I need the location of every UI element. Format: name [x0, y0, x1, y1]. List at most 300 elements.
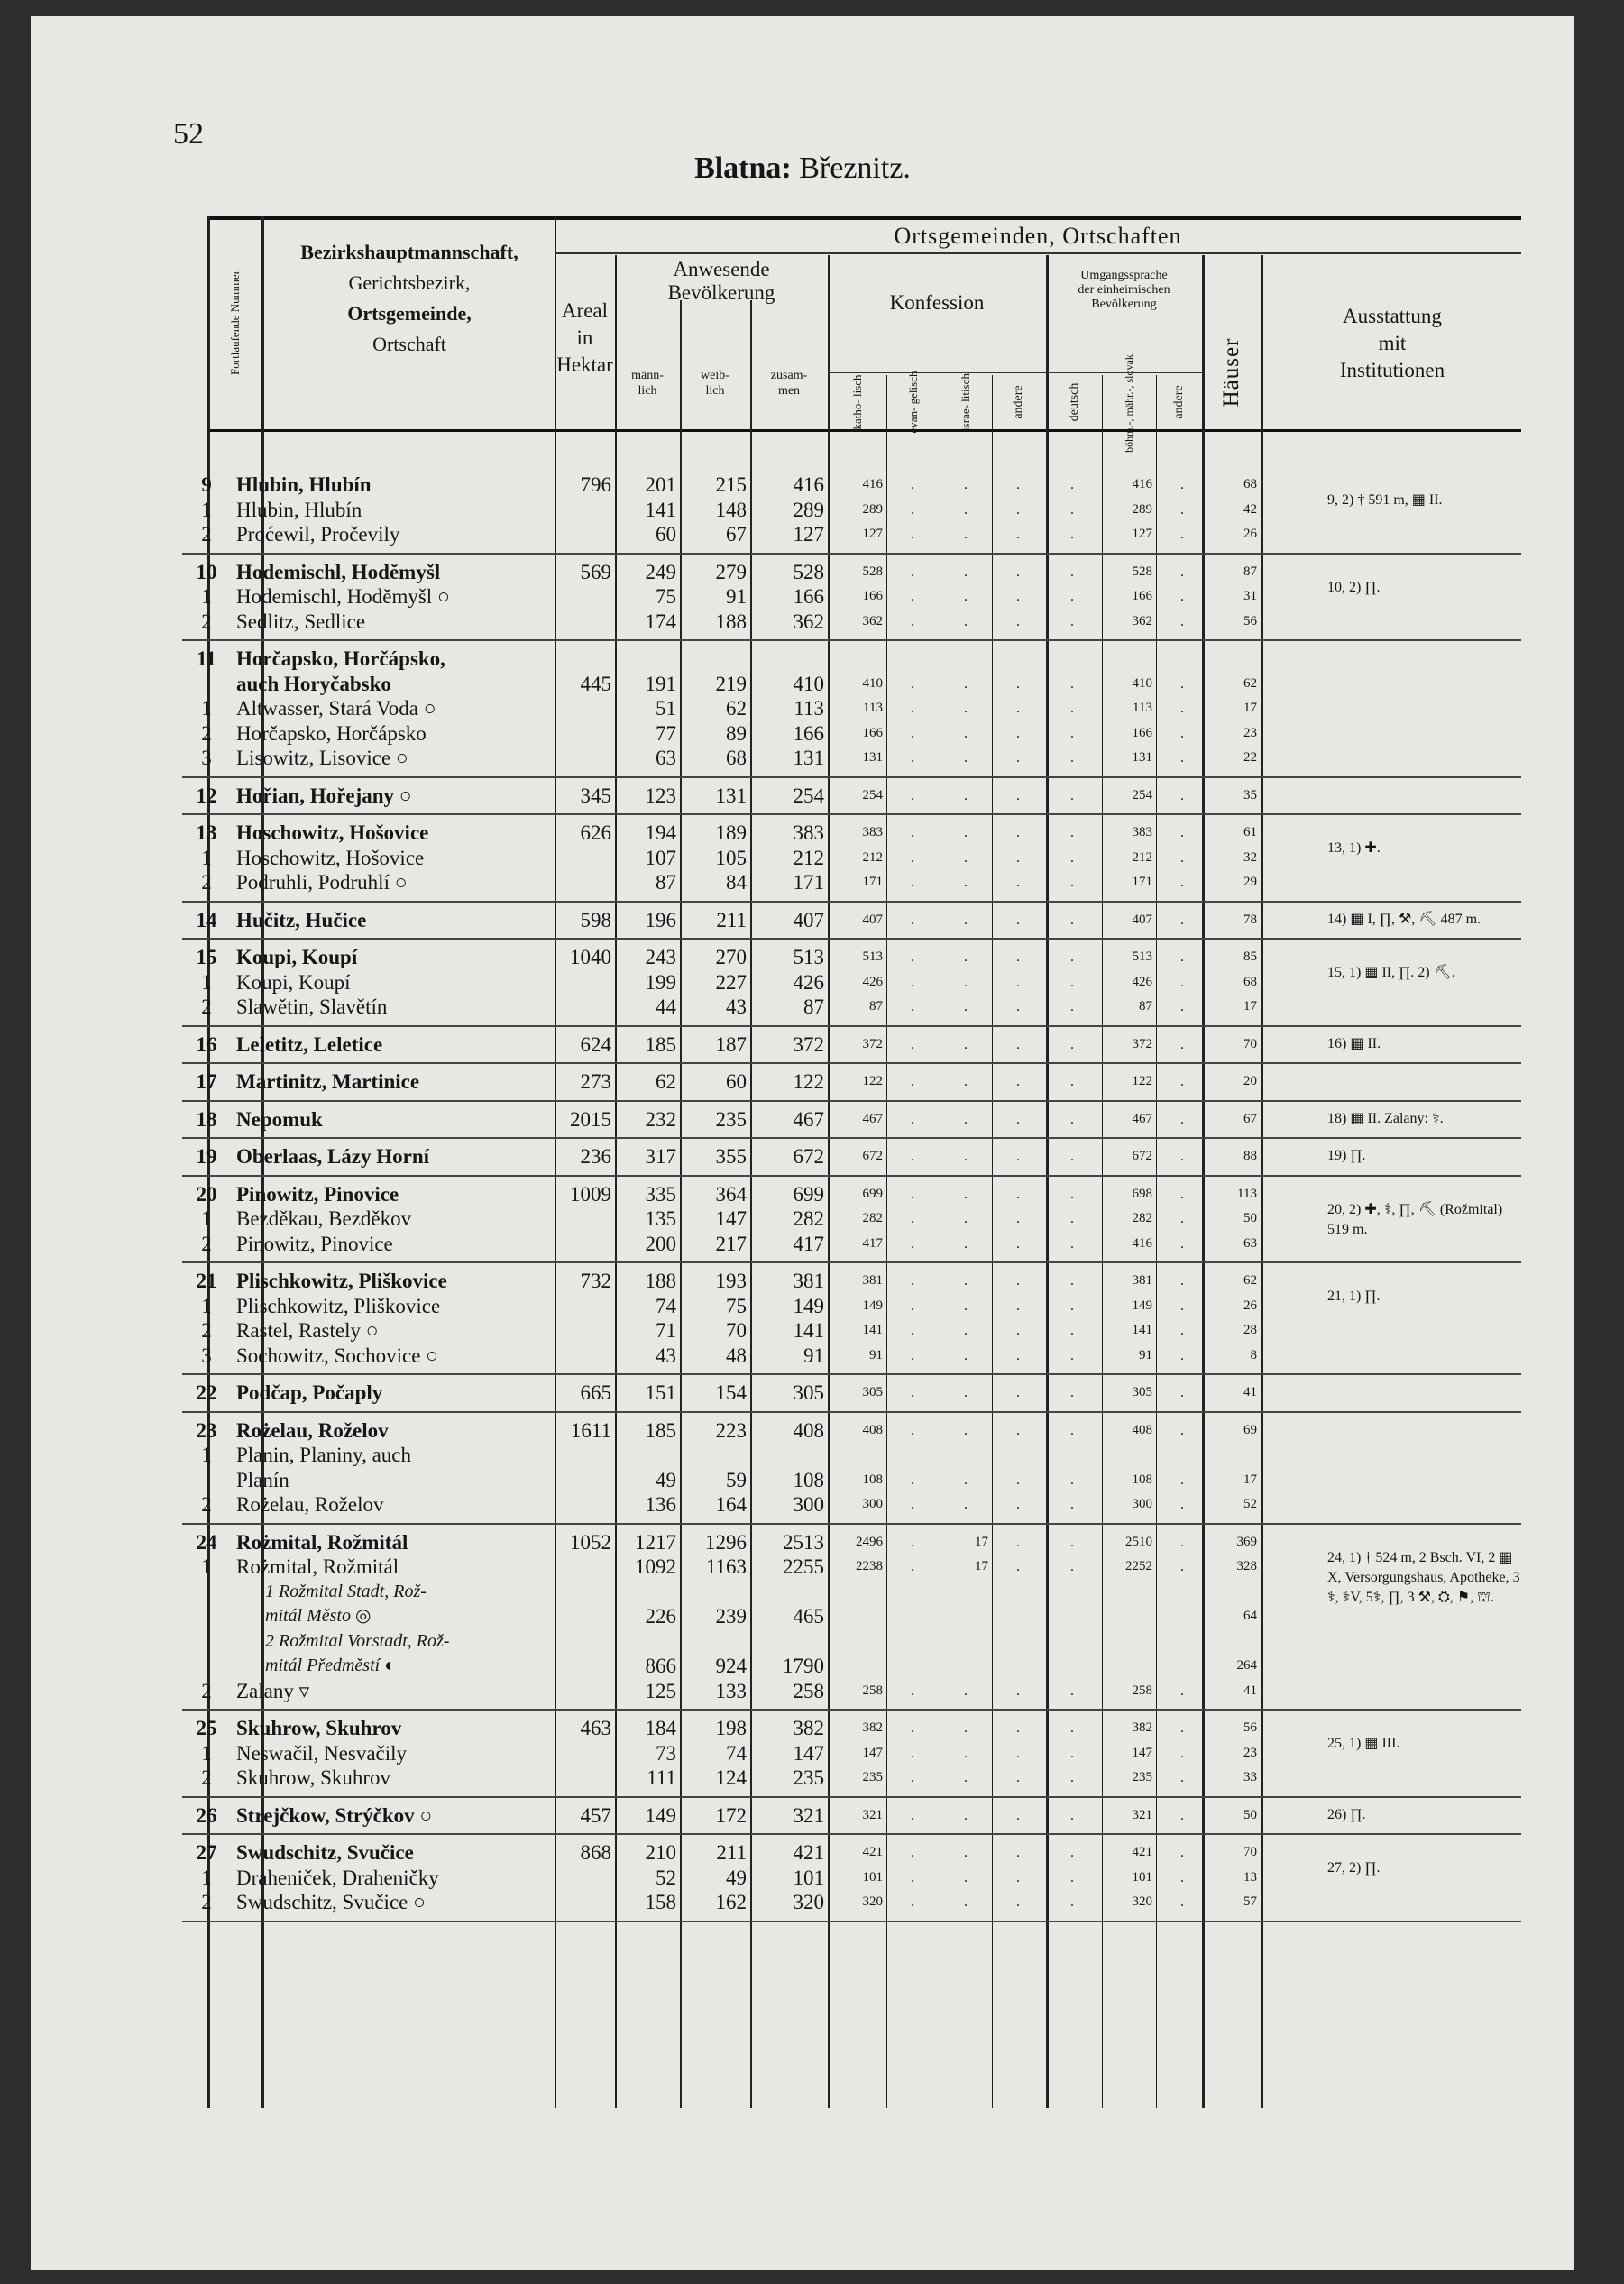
table-row: [182, 870, 1521, 895]
table-row: [182, 846, 1521, 871]
empty-cell-dot: .: [911, 1422, 914, 1438]
cell-m: 107: [645, 846, 676, 869]
table-row: [182, 1206, 1521, 1232]
institutions-note: 21, 1) ∏.: [1327, 1289, 1381, 1304]
empty-cell-dot: .: [1070, 974, 1074, 990]
cell-kath: 141: [862, 1323, 883, 1337]
row-number: 1: [201, 1741, 212, 1765]
cell-w: 270: [715, 946, 747, 968]
cell-areal: 732: [580, 1270, 611, 1292]
empty-cell-dot: .: [964, 1036, 968, 1052]
row-number: 1: [201, 970, 212, 994]
cell-m: 123: [645, 784, 676, 807]
cell-boehm: 171: [1132, 875, 1152, 889]
cell-w: 70: [726, 1319, 747, 1342]
cell-m: 191: [645, 672, 676, 695]
empty-cell-dot: .: [1016, 912, 1020, 928]
cell-h: 328: [1236, 1559, 1257, 1573]
cell-kath: 113: [863, 701, 883, 715]
cell-h: 68: [1243, 974, 1257, 989]
cell-boehm: 101: [1132, 1869, 1152, 1885]
row-number: 1: [201, 1866, 212, 1889]
institutions-note: 10, 2) ∏.: [1327, 579, 1381, 595]
header-anwesende-2: Bevölkerung: [667, 281, 775, 304]
cell-kath: 383: [862, 825, 883, 839]
row-number: 1: [201, 1444, 212, 1466]
cell-z: 91: [803, 1344, 824, 1367]
empty-cell-dot: .: [911, 1273, 914, 1289]
empty-cell-dot: .: [1070, 1235, 1074, 1252]
cell-kath: 166: [862, 589, 883, 603]
row-number: 2: [201, 1891, 212, 1913]
empty-cell-dot: .: [964, 750, 968, 766]
cell-kath: 131: [862, 750, 883, 765]
empty-cell-dot: .: [1070, 1323, 1074, 1338]
cell-h: 67: [1243, 1111, 1257, 1126]
row-number: 2: [201, 1493, 212, 1516]
empty-cell-dot: .: [1070, 1497, 1074, 1512]
table-row-group: [182, 1413, 1521, 1525]
cell-boehm: 131: [1132, 750, 1152, 765]
empty-cell-dot: .: [1016, 1770, 1020, 1785]
empty-cell-dot: .: [964, 1235, 968, 1252]
empty-cell-dot: .: [1070, 1770, 1074, 1785]
row-number: 1: [201, 697, 212, 720]
table-row: [182, 1144, 1521, 1170]
table-row-group: [182, 815, 1521, 903]
table-row-group: [182, 1102, 1521, 1140]
empty-cell-dot: .: [1016, 1534, 1020, 1550]
cell-boehm: 421: [1132, 1845, 1152, 1859]
cell-m: 60: [656, 523, 676, 546]
empty-cell-dot: .: [911, 501, 914, 518]
header-bezirk-line2: Gerichtsbezirk,: [348, 271, 471, 294]
institutions-note: 18) ▦ II. Zalany: ⚕.: [1327, 1110, 1444, 1126]
place-name: 1 Rožmital Stadt, Rož-: [265, 1581, 427, 1601]
row-number: 1: [201, 1207, 212, 1230]
table-row-group: [182, 1263, 1521, 1375]
place-name: Planín: [236, 1468, 289, 1491]
empty-cell-dot: .: [1016, 1149, 1020, 1164]
row-number: 22: [196, 1381, 217, 1404]
cell-z: 465: [793, 1605, 824, 1628]
cell-z: 321: [793, 1803, 824, 1827]
cell-w: 148: [715, 498, 747, 521]
header-weiblich-1: weib-: [701, 369, 729, 382]
cell-kath: 421: [862, 1845, 883, 1859]
empty-cell-dot: .: [911, 949, 914, 965]
empty-cell-dot: .: [1016, 589, 1020, 604]
empty-cell-dot: .: [964, 1770, 968, 1785]
table-row: [182, 970, 1521, 995]
table-row: [182, 472, 1521, 498]
cell-w: 62: [726, 697, 747, 720]
cell-boehm: 127: [1132, 527, 1152, 541]
cell-z: 300: [793, 1493, 824, 1516]
cell-m: 136: [645, 1493, 676, 1516]
empty-cell-dot: .: [1070, 875, 1074, 890]
cell-boehm: 282: [1132, 1211, 1152, 1225]
cell-boehm: 513: [1132, 949, 1152, 964]
cell-m: 1092: [635, 1555, 676, 1578]
empty-cell-dot: .: [1180, 675, 1184, 692]
empty-cell-dot: .: [911, 1385, 914, 1400]
cell-kath: 87: [869, 999, 883, 1014]
empty-cell-dot: .: [1016, 501, 1020, 518]
cell-m: 135: [645, 1207, 676, 1230]
cell-areal: 463: [580, 1717, 611, 1739]
cell-boehm: 122: [1132, 1074, 1152, 1088]
empty-cell-dot: .: [1016, 477, 1020, 492]
empty-cell-dot: .: [1016, 1745, 1020, 1761]
row-number: [186, 1629, 227, 1655]
cell-h: 17: [1243, 1472, 1257, 1487]
institutions-note: 27, 2) ∏.: [1327, 1860, 1381, 1876]
cell-areal: 598: [580, 908, 611, 931]
cell-areal: 345: [580, 784, 611, 807]
header-areal-2: in: [576, 326, 593, 349]
cell-z: 383: [793, 821, 824, 844]
cell-kath: 127: [862, 527, 883, 541]
cell-areal: 2015: [570, 1107, 611, 1131]
place-name: Koupi, Koupí: [236, 946, 358, 968]
table-row: [182, 784, 1521, 809]
cell-w: 1163: [705, 1555, 747, 1578]
place-name: Zalany ▿: [236, 1679, 310, 1702]
empty-cell-dot: .: [1016, 999, 1020, 1014]
place-name: mitál Předměstí ◐: [265, 1656, 396, 1675]
cell-z: 672: [793, 1145, 824, 1168]
header-zusammen-1: zusam-: [770, 369, 808, 382]
row-number: 14: [196, 908, 217, 931]
cell-m: 335: [645, 1182, 676, 1206]
header-umgangssprache: [1046, 269, 1202, 312]
empty-cell-dot: .: [964, 1074, 968, 1089]
place-name: Proćewil, Prоčevily: [236, 523, 400, 546]
empty-cell-dot: .: [964, 1111, 968, 1127]
cell-m: 317: [645, 1145, 676, 1168]
empty-cell-dot: .: [1016, 1111, 1020, 1127]
empty-cell-dot: .: [1180, 501, 1184, 518]
cell-h: 57: [1243, 1894, 1257, 1909]
place-name: Leletitz, Leletice: [236, 1032, 383, 1056]
cell-z: 2255: [783, 1555, 824, 1578]
cell-w: 60: [726, 1070, 747, 1093]
place-name: Lisowitz, Lisovice ○: [236, 747, 408, 769]
statistics-table: [182, 197, 1521, 2108]
cell-h: 50: [1243, 1807, 1257, 1822]
header-israelitisch: israe- litisch: [959, 373, 972, 431]
cell-m: 232: [645, 1107, 676, 1131]
empty-cell-dot: .: [1180, 701, 1184, 716]
cell-z: 513: [793, 946, 824, 968]
cell-kath: 171: [862, 875, 883, 889]
empty-cell-dot: .: [1070, 1745, 1074, 1761]
place-name: Draheniček, Draheničky: [236, 1866, 439, 1889]
cell-kath: 528: [862, 564, 883, 579]
cell-boehm: 672: [1132, 1149, 1152, 1163]
table-row: [182, 1182, 1521, 1207]
place-name: Slawětin, Slavětín: [236, 995, 388, 1018]
empty-cell-dot: .: [964, 1894, 968, 1910]
table-row: [182, 1380, 1521, 1406]
cell-kath: 258: [862, 1683, 883, 1698]
cell-boehm: 410: [1132, 675, 1152, 691]
empty-cell-dot: .: [1016, 701, 1020, 716]
empty-cell-dot: .: [1180, 912, 1184, 928]
empty-cell-dot: .: [964, 1497, 968, 1512]
cell-kath: 372: [862, 1036, 883, 1051]
cell-boehm: 305: [1132, 1385, 1152, 1399]
place-name: Podruhli, Podruhlí ○: [236, 871, 408, 894]
row-number: 2: [201, 1766, 212, 1789]
cell-boehm: 87: [1139, 999, 1152, 1014]
table-row: [182, 1604, 1521, 1629]
cell-m: 52: [656, 1866, 676, 1889]
cell-z: 87: [803, 995, 824, 1018]
table-row: [182, 1654, 1521, 1679]
empty-cell-dot: .: [1016, 1186, 1020, 1202]
empty-cell-dot: .: [1180, 613, 1184, 629]
empty-cell-dot: .: [1070, 912, 1074, 928]
empty-cell-dot: .: [911, 1036, 914, 1052]
cell-w: 133: [715, 1679, 747, 1702]
cell-kath: 2238: [856, 1559, 883, 1573]
table-row: [182, 1468, 1521, 1493]
place-name: Strejčkow, Strýčkov ○: [236, 1803, 433, 1827]
cell-h: 52: [1243, 1497, 1257, 1511]
table-row-group: [182, 778, 1521, 816]
empty-cell-dot: .: [1070, 613, 1074, 629]
place-name: Altwasser, Stará Voda ○: [236, 697, 436, 720]
cell-w: 131: [715, 784, 747, 807]
cell-z: 426: [793, 970, 824, 994]
cell-areal: 457: [580, 1803, 611, 1827]
empty-cell-dot: .: [911, 1323, 914, 1338]
place-name: Pinowitz, Pinovice: [236, 1182, 399, 1206]
cell-z: 416: [793, 473, 824, 496]
cell-h: 68: [1243, 477, 1257, 491]
cell-h: 50: [1243, 1211, 1257, 1225]
empty-cell-dot: .: [1070, 675, 1074, 692]
header-ausstattung-3: Institutionen: [1339, 359, 1445, 381]
row-number: 1: [201, 1294, 212, 1317]
table-row-group: [182, 555, 1521, 642]
cell-h: 70: [1243, 1845, 1257, 1859]
empty-cell-dot: .: [1180, 1497, 1184, 1512]
cell-h: 88: [1243, 1149, 1257, 1163]
empty-cell-dot: .: [1070, 725, 1074, 741]
cell-m: 201: [645, 473, 676, 496]
empty-cell-dot: .: [911, 974, 914, 990]
header-anwesende-1: Anwesende: [673, 258, 770, 280]
institutions-note: 16) ▦ II.: [1327, 1035, 1381, 1051]
institutions-note: 24, 1) † 524 m, 2 Bsch. VI, 2 ▦ X, Versorgungshaus, Apotheke, 3 ⚕, ⚕V, 5⚕, ∏, 3 ⚒, ⛭, ⚑, ⛫.: [1327, 1549, 1520, 1605]
cell-z: 149: [793, 1294, 824, 1317]
cell-h: 22: [1243, 750, 1257, 765]
place-name: Pinowitz, Pinovice: [236, 1232, 393, 1255]
cell-w: 162: [715, 1891, 747, 1913]
cell-h: 26: [1243, 527, 1257, 541]
cell-kath: 101: [862, 1869, 883, 1885]
cell-boehm: 166: [1132, 589, 1152, 603]
cell-kath: 407: [862, 912, 883, 927]
institutions-note: 20, 2) ✚, ⚕, ∏, ⛏ (Rožmital) 519 m.: [1327, 1201, 1503, 1237]
table-body: [182, 467, 1521, 1922]
cell-boehm: 141: [1132, 1323, 1152, 1337]
cell-h: 63: [1243, 1235, 1257, 1251]
header-maennlich-1: männ-: [631, 369, 664, 382]
empty-cell-dot: .: [964, 1149, 968, 1164]
table-row: [182, 610, 1521, 635]
cell-m: 49: [656, 1468, 676, 1491]
cell-areal: 273: [580, 1070, 611, 1093]
empty-cell-dot: .: [1180, 1770, 1184, 1785]
place-name: Bezděkau, Bezděkov: [236, 1207, 412, 1230]
empty-cell-dot: .: [964, 477, 968, 492]
cell-w: 91: [726, 585, 747, 608]
cell-kath: 289: [862, 501, 883, 517]
table-row: [182, 1443, 1521, 1468]
empty-cell-dot: .: [911, 1720, 914, 1736]
row-number: 16: [196, 1032, 217, 1056]
place-name: Neswačil, Nesvačily: [236, 1741, 408, 1765]
empty-cell-dot: .: [911, 1770, 914, 1785]
cell-boehm: 166: [1132, 725, 1152, 740]
cell-m: 43: [656, 1344, 676, 1367]
cell-boehm: 372: [1132, 1036, 1152, 1051]
empty-cell-dot: .: [964, 501, 968, 518]
cell-h: 42: [1243, 501, 1257, 517]
empty-cell-dot: .: [964, 1323, 968, 1338]
empty-cell-dot: .: [964, 974, 968, 990]
table-row-group: [182, 1798, 1521, 1836]
cell-kath: 362: [862, 613, 883, 628]
empty-cell-dot: .: [911, 1497, 914, 1512]
cell-w: 227: [715, 970, 747, 994]
row-number: [186, 1580, 227, 1605]
cell-h: 369: [1236, 1534, 1257, 1549]
cell-z: 467: [793, 1107, 824, 1131]
row-number: 9: [201, 473, 212, 496]
cell-m: 149: [645, 1803, 676, 1827]
empty-cell-dot: .: [1016, 1845, 1020, 1860]
cell-kath: 320: [862, 1894, 883, 1909]
empty-cell-dot: .: [1070, 1720, 1074, 1736]
header-bezirk-line3: Ortsgemeinde,: [347, 302, 472, 325]
empty-cell-dot: .: [964, 787, 968, 803]
row-number: 26: [196, 1803, 217, 1827]
empty-cell-dot: .: [1180, 725, 1184, 741]
cell-m: 77: [656, 721, 676, 745]
table-row: [182, 1866, 1521, 1891]
empty-cell-dot: .: [1070, 1149, 1074, 1164]
place-name: Rastel, Rastely ○: [236, 1319, 379, 1342]
empty-cell-dot: .: [1016, 1497, 1020, 1512]
place-name: Plischkowitz, Pliškovice: [236, 1270, 447, 1292]
cell-z: 282: [793, 1207, 824, 1230]
header-ortsgemeinden: Ortsgemeinden, Ortschaften: [894, 223, 1182, 249]
empty-cell-dot: .: [964, 1683, 968, 1699]
cell-boehm: 408: [1132, 1422, 1152, 1437]
place-name: Hodemischl, Hodĕmyšl: [236, 560, 441, 583]
row-number: 1: [201, 846, 212, 869]
cell-kath: 382: [862, 1720, 883, 1735]
cell-w: 48: [726, 1344, 747, 1367]
cell-w: 355: [715, 1145, 747, 1168]
table-row-group: [182, 1711, 1521, 1798]
cell-boehm: 289: [1132, 501, 1152, 517]
cell-boehm: 382: [1132, 1720, 1152, 1735]
table-row: [182, 1269, 1521, 1294]
cell-h: 56: [1243, 613, 1257, 628]
empty-cell-dot: .: [911, 1534, 914, 1550]
empty-cell-dot: .: [1180, 1273, 1184, 1289]
cell-kath: 305: [862, 1385, 883, 1399]
table-row-group: [182, 1835, 1521, 1922]
cell-areal: 624: [580, 1032, 611, 1056]
empty-cell-dot: .: [911, 787, 914, 803]
empty-cell-dot: .: [1016, 875, 1020, 890]
empty-cell-dot: .: [1180, 1323, 1184, 1338]
cell-z: 171: [793, 871, 824, 894]
cell-w: 67: [726, 523, 747, 546]
cell-z: 212: [793, 846, 824, 869]
cell-w: 198: [715, 1717, 747, 1739]
place-name: Hoschowitz, Hošovice: [236, 846, 425, 869]
empty-cell-dot: .: [1180, 849, 1184, 866]
empty-cell-dot: .: [964, 1720, 968, 1736]
empty-cell-dot: .: [1016, 564, 1020, 580]
empty-cell-dot: .: [911, 1074, 914, 1089]
empty-cell-dot: .: [1070, 1683, 1074, 1699]
cell-areal: 445: [580, 672, 611, 695]
empty-cell-dot: .: [1180, 1807, 1184, 1823]
cell-w: 211: [716, 908, 747, 931]
cell-h: 23: [1243, 1745, 1257, 1760]
cell-h: 17: [1243, 999, 1257, 1014]
cell-z: 122: [793, 1070, 824, 1093]
empty-cell-dot: .: [1070, 949, 1074, 965]
cell-boehm: 212: [1132, 849, 1152, 865]
table-row: [182, 696, 1521, 721]
cell-kath: 408: [862, 1422, 883, 1437]
header-ausstattung-1: Ausstattung: [1343, 305, 1442, 327]
cell-w: 147: [715, 1207, 747, 1230]
row-number: [186, 1654, 227, 1679]
empty-cell-dot: .: [964, 1869, 968, 1885]
header-bezirk-line4: Ortschaft: [372, 333, 446, 355]
row-number: 11: [197, 647, 216, 670]
cell-m: 51: [656, 697, 676, 720]
table-row: [182, 821, 1521, 846]
header-konfession: Konfession: [889, 291, 985, 314]
empty-cell-dot: .: [911, 675, 914, 692]
empty-cell-dot: .: [1070, 787, 1074, 803]
empty-cell-dot: .: [1016, 1074, 1020, 1089]
empty-cell-dot: .: [911, 1807, 914, 1823]
table-row: [182, 1107, 1521, 1133]
empty-cell-dot: .: [1180, 1298, 1184, 1314]
cell-z: 421: [793, 1841, 824, 1864]
empty-cell-dot: .: [964, 675, 968, 692]
cell-m: 226: [645, 1605, 676, 1628]
empty-cell-dot: .: [911, 999, 914, 1014]
cell-z: 382: [793, 1717, 824, 1739]
cell-areal: 796: [580, 473, 611, 496]
institutions-note: 26) ∏.: [1327, 1806, 1366, 1822]
place-name: Sochowitz, Sochovice ○: [236, 1344, 439, 1367]
